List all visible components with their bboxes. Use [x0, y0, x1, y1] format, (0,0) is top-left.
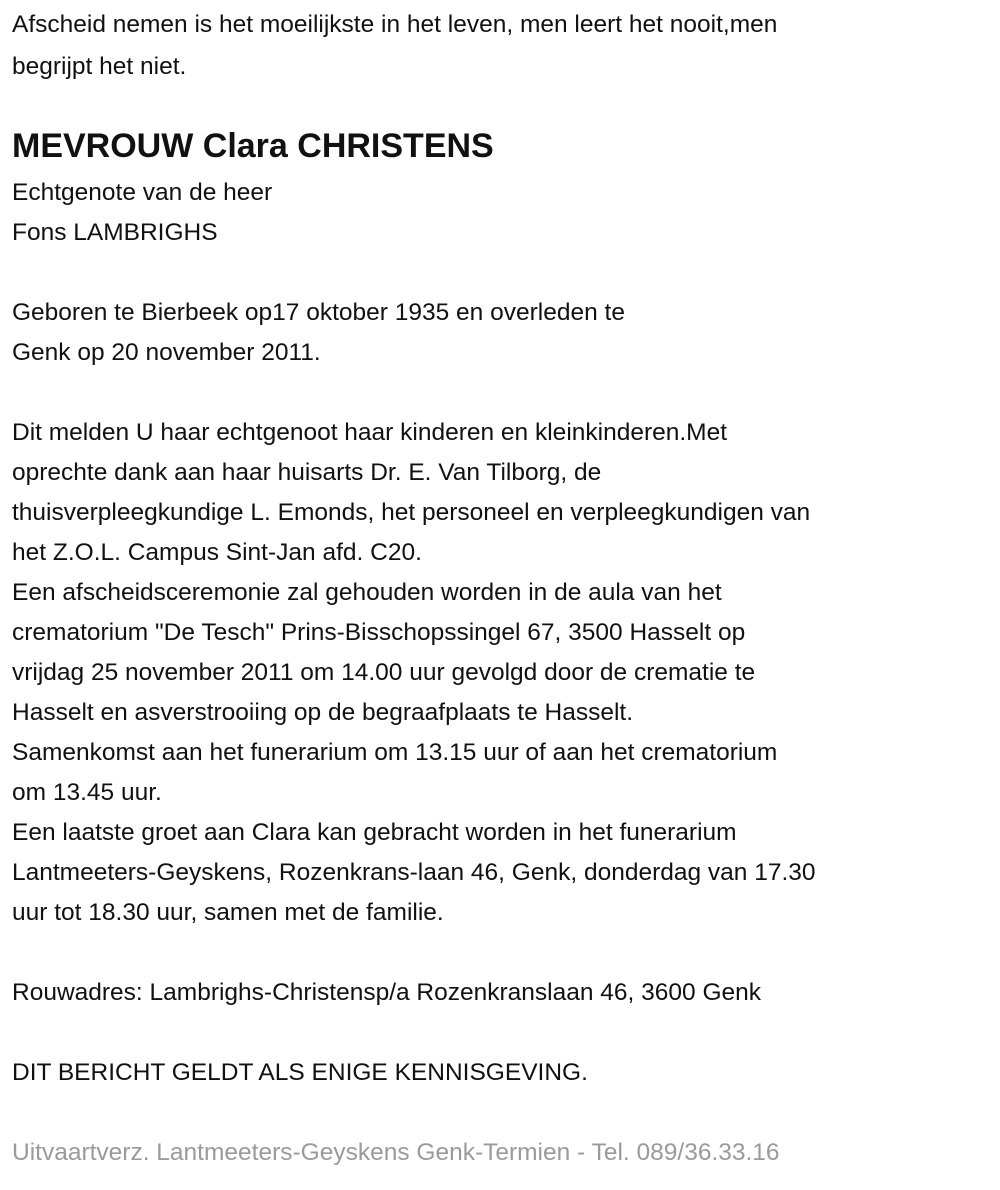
spouse-line: Fons LAMBRIGHS — [12, 219, 218, 246]
body-line: Samenkomst aan het funerarium om 13.15 uur of aan het crematorium — [12, 739, 778, 766]
body-line: uur tot 18.30 uur, samen met de familie. — [12, 899, 444, 926]
body-line: thuisverpleegkundige L. Emonds, het personeel en verpleegkundigen van — [12, 499, 811, 526]
body-line: Een laatste groet aan Clara kan gebracht worden in het funerarium — [12, 819, 737, 846]
deceased-name: MEVROUW Clara CHRISTENS — [12, 127, 494, 165]
body-line: oprechte dank aan haar huisarts Dr. E. Van Tilborg, de — [12, 459, 602, 486]
body-line: het Z.O.L. Campus Sint-Jan afd. C20. — [12, 539, 422, 566]
spouse-line: Echtgenote van de heer — [12, 179, 273, 206]
body-line: Lantmeeters-Geyskens, Rozenkrans-laan 46, Genk, donderdag van 17.30 — [12, 859, 816, 886]
body-line: Dit melden U haar echtgenoot haar kinderen en kleinkinderen.Met — [12, 419, 728, 446]
body-line: vrijdag 25 november 2011 om 14.00 uur gevolgd door de crematie te — [12, 659, 756, 686]
intro-line: begrijpt het niet. — [12, 53, 187, 80]
body-line: crematorium "De Tesch" Prins-Bisschopssingel 67, 3500 Hasselt op — [12, 619, 746, 646]
notice: DIT BERICHT GELDT ALS ENIGE KENNISGEVING. — [12, 1059, 588, 1086]
mourning-address: Rouwadres: Lambrighs-Christensp/a Rozenkranslaan 46, 3600 Genk — [12, 979, 762, 1006]
birth-death-line: Geboren te Bierbeek op17 oktober 1935 en overleden te — [12, 299, 625, 326]
birth-death-line: Genk op 20 november 2011. — [12, 339, 321, 366]
funeral-home-footer: Uitvaartverz. Lantmeeters-Geyskens Genk-Termien - Tel. 089/36.33.16 — [12, 1139, 780, 1166]
intro-line: Afscheid nemen is het moeilijkste in het leven, men leert het nooit,men — [12, 11, 778, 38]
body-line: Een afscheidsceremonie zal gehouden worden in de aula van het — [12, 579, 722, 606]
body-line: Hasselt en asverstrooiing op de begraafplaats te Hasselt. — [12, 699, 634, 726]
body-line: om 13.45 uur. — [12, 779, 162, 806]
